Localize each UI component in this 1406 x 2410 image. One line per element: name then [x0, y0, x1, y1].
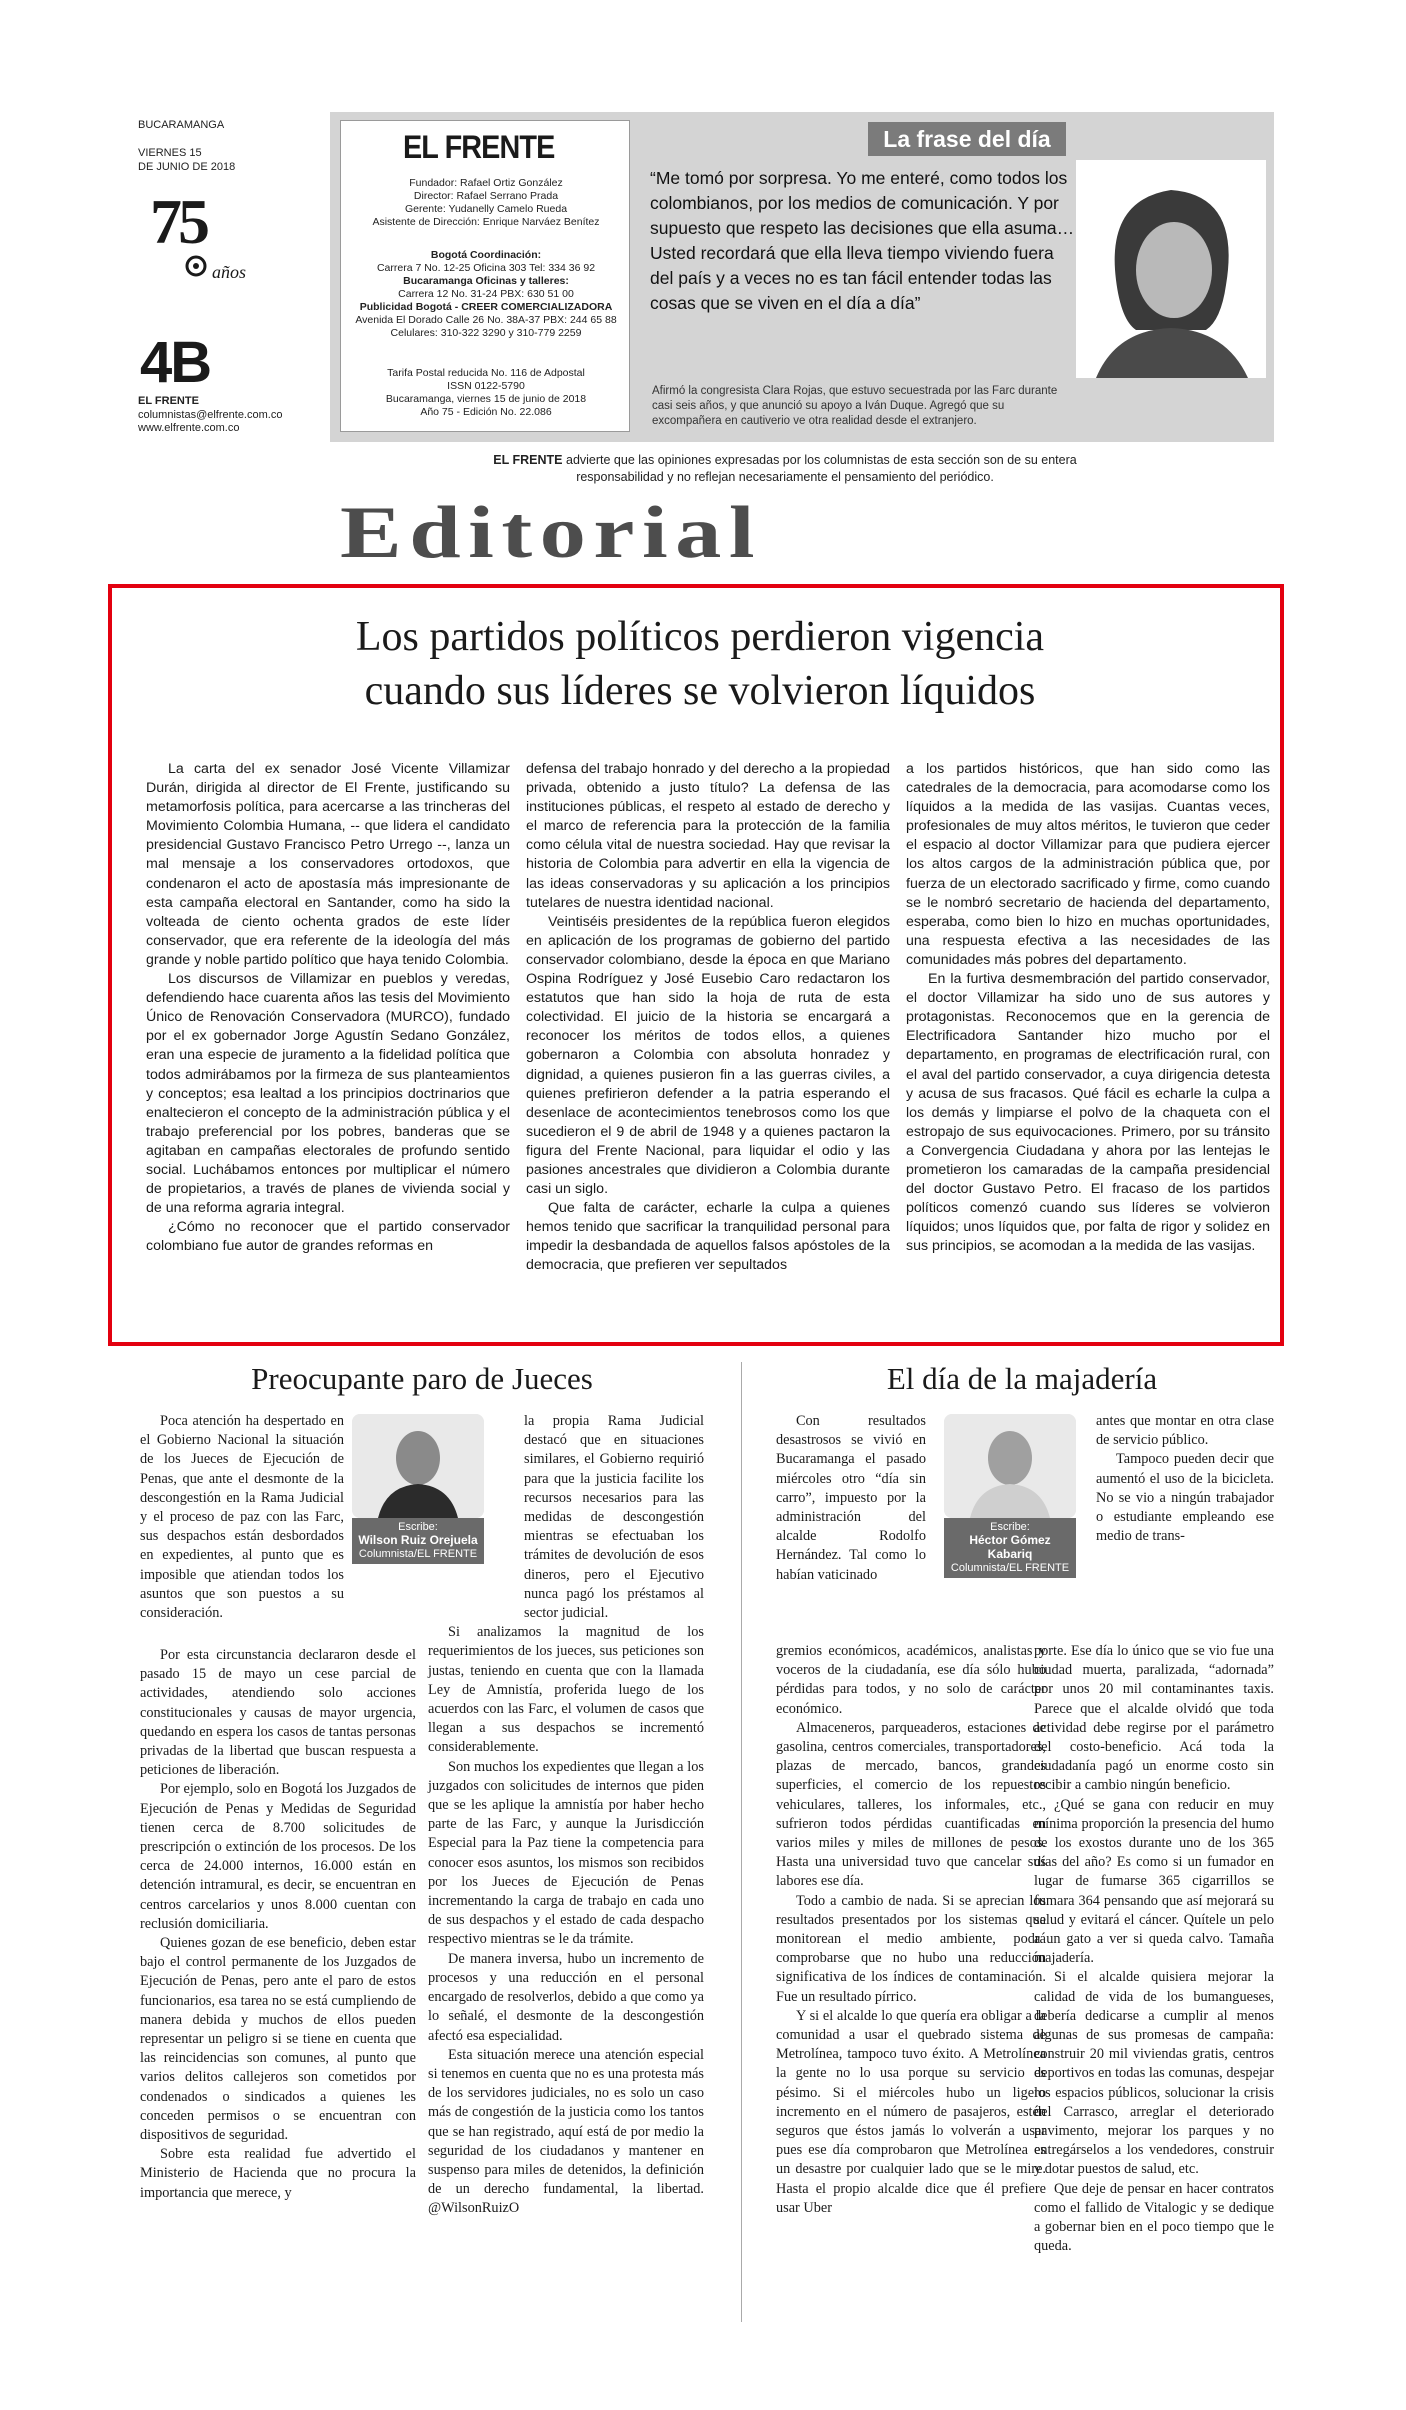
staff-founder: Fundador: Rafael Ortiz González [409, 177, 563, 189]
anniversary-logo [150, 186, 280, 300]
column-paragraph: la propia Rama Judicial destacó que en situaciones similares, el Gobierno requirió para que la justicia facilite los recursos necesarios para las medidas de descongestión mientras se efectuaban los trámites de devolución de esos dineros, pero el Ejecutivo nunca pagó los préstamos al sector judicial. [524, 1413, 704, 1622]
editorial-column-2 [526, 760, 890, 1276]
column-paragraph: Que deje de pensar en hacer contratos como el fallido de Vitalogic y se dedique a gobernar bien en el poco tiempo que le queda. [1034, 2180, 1274, 2255]
column-paragraph: Y si el alcalde lo que quería era obligar a la comunidad a usar el quebrado sistema de Metrolínea, tampoco tuvo éxito. A Metrolínea la gente no lo usa porque su servicio es pésimo. Si el miércoles hubo un ligero incremento en el número de pasajeros, estén seguros que éstos jamás lo volverán a usar pues ese día comprobaron que Metrolínea es un desastre por cualquier lado que se le mire. Hasta el propio alcalde dice que él prefiere usar Uber [776, 2007, 1046, 2216]
column-left-intro [140, 1412, 344, 1623]
author-label-left: Escribe: [398, 1521, 438, 1533]
publication-info [341, 367, 631, 419]
office-bucaramanga-heading: Bucaramanga Oficinas y talleres: [403, 275, 569, 287]
column-right-title: El día de la majadería [886, 1361, 1158, 1396]
editorial-paragraph: Que falta de carácter, echarle la culpa a quienes hemos tenido que sacrificar la tranquilidad personal para impedir la desbandada de aquellos falsos apóstoles de la democracia, que prefieren ver sepultados [526, 1200, 890, 1274]
portrait-image [1076, 160, 1266, 378]
author-name-left: Wilson Ruiz Orejuela [358, 1533, 478, 1547]
column-paragraph: ¿Qué se gana con reducir en muy mínima proporción la presencia del humo de los exostos durante uno de los 365 días del año? Es como si un fumador en lugar de fumarse 365 cigarrillos se fumara 364 pensando que así mejorará su salud y evitará el cáncer. Quítele un pelo a un gato a ver si queda calvo. Tamaña majadería. [1034, 1796, 1274, 1967]
editorial-column-1 [146, 760, 510, 1256]
column-divider [741, 1362, 742, 2322]
editorial-paragraph: La carta del ex senador José Vicente Villamizar Durán, dirigida al director de El Frente, justificando su metamorfosis política, para acercarse a las trincheras del Movimiento Colombia Humana, -- que lidera el candidato presidencial Gustavo Francisco Petro Urrego --, lanza un mal mensaje a los conservadores ortodoxos, que condenaron el acto de apostasía más impresionante de esta campaña electoral en Santander, como ha sido la volteada de ciento ochenta grados de este líder conservador, que era referente de la ideología del más grande y noble partido político que haya tenido Colombia. [146, 761, 510, 968]
staff-assistant: Asistente de Dirección: Enrique Narváez Benítez [372, 216, 600, 228]
office-bogota-address: Carrera 7 No. 12-25 Oficina 303 Tel: 334 36 92 [376, 262, 596, 274]
disclaimer-text: advierte que las opiniones expresadas por los columnistas de esta sección son de su entera responsabilidad y no reflejan necesariamente el pensamiento del periódico. [562, 453, 1077, 484]
column-right-col1 [776, 1642, 1046, 2218]
editorial-paragraph: Veintiséis presidentes de la república fueron elegidos en aplicación de los programas de gobierno del partido conservador colombiano, desde la época en que Mariano Ospina Rodríguez y José Eusebio Caro redactaron los estatutos que han sido la hoja de ruta de esta colectividad. El juicio de la historia se encargará a reconocer los méritos de todos ellos, a quienes gobernaron a Colombia con absoluta honradez y dignidad, a quienes pusieron fin a las guerras civiles, a quienes prefirieron defender a la patria esperando el desenlace de acontecimientos tenebrosos como los que sucedieron el 9 de abril de 1948 y a quienes pactaron la figura del Frente Nacional, para liquidar el odio y las pasiones ancestrales que dividieron a Colombia durante casi un siglo. [526, 913, 890, 1198]
column-paragraph: Esta situación merece una atención especial si tenemos en cuenta que no es una protesta más de los servidores judiciales, no es solo un caso más de congestión de la justicia como los tantos que se han registrado, aquí está de por medio la seguridad de los ciudadanos y mantener en suspenso para miles de detenidos, la definición de un derecho fundamental, la libertad. @WilsonRuizO [428, 2046, 704, 2217]
contact-email: columnistas@elfrente.com.co [138, 409, 283, 421]
author-label-right: Escribe: [990, 1521, 1030, 1533]
staff-list [341, 177, 631, 229]
issn: ISSN 0122-5790 [447, 380, 525, 392]
website-link: www.elfrente.com.co [138, 422, 240, 434]
author-portrait-right [944, 1414, 1076, 1518]
office-bogota-heading: Bogotá Coordinación: [430, 249, 542, 261]
anniversary-word: años [212, 262, 247, 282]
masthead-title: EL FRENTE [403, 129, 555, 165]
issue-date: DE JUNIO DE 2018 [138, 161, 236, 173]
column-left-col1 [140, 1646, 416, 2203]
author-bar-right [944, 1518, 1076, 1578]
column-paragraph: Por esta circunstancia declararon desde el pasado 15 de mayo un cese parcial de actividades, atendiendo solo acciones constitucionales y causas de mayor urgencia, quedando en espera los casos de tantas personas privadas de la libertad que buscan respuesta a peticiones de liberación. [140, 1647, 416, 1779]
staff-director: Director: Rafael Serrano Prada [413, 190, 559, 202]
column-paragraph: gremios económicos, académicos, analistas y voceros de la ciudadanía, ese día sólo hubo pérdidas para todos, y no solo de carácter económico. [776, 1643, 1046, 1717]
editorial-paragraph: ¿Cómo no reconocer que el partido conservador colombiano fue autor de grandes reformas en [146, 1219, 510, 1255]
anniversary-swirl-icon [184, 254, 208, 278]
advertising-heading: Publicidad Bogotá - CREER COMERCIALIZADORA [359, 301, 613, 313]
column-paragraph: Si el alcalde quisiera mejorar la calidad de vida de los bumangueses, debería dedicarse a cumplir al menos algunas de sus promesas de campaña: construir 20 mil viviendas gratis, centros deportivos en todas las comunas, despejar los espacios públicos, solucionar la crisis del Carrasco, arreglar el deteriorado pavimento, mejorar los parques y no entregárselos a los vendedores, construir y dotar puestos de salud, etc. [1034, 1969, 1274, 2178]
section-title: Editorial [340, 492, 763, 574]
column-paragraph: Quienes gozan de ese beneficio, deben estar bajo el control permanente de los Juzgados de Ejecución de Penas, pero ante el paro de estos funcionarios, esa tarea no se está cumpliendo de manera debida y muchos de ellos pueden representar un peligro si se tiene en cuenta que las reincidencias son comunes, al punto que varios delitos callejeros son cometidos por condenados o sindicados a quienes les conceden permisos o se encuentran con dispositivos de seguridad. [140, 1935, 416, 2144]
frase-tab: La frase del día [868, 122, 1066, 156]
column-paragraph: Poca atención ha despertado en el Gobierno Nacional la situación de los Jueces de Ejecución de Penas, que ante el desmonte de la descongestión en la Rama Judicial y el proceso de paz con las Farc, sus despachos están desbordados en expedientes, al punto que es imposible que atiendan todos los asuntos que son puestos a su consideración. [140, 1413, 344, 1622]
portrait-photo [1076, 160, 1266, 378]
edition-date: Bucaramanga, viernes 15 de junio de 2018 [385, 393, 587, 405]
office-bucaramanga-address: Carrera 12 No. 31-24 PBX: 630 51 00 [398, 288, 574, 300]
column-paragraph: De manera inversa, hubo un incremento de procesos y una reducción en el personal encargado de resolverlos, debido a que como ya lo señalé, el desmonte de la descongestión afectó esa especialidad. [428, 1950, 704, 2044]
column-paragraph: Si analizamos la magnitud de los requerimientos de los jueces, sus peticiones son justas, teniendo en cuenta que con la llamada Ley de Amnistía, proferida luego de los acuerdos con las Farc, el volumen de casos que llegan a sus despachos se incrementó considerablemente. [428, 1624, 704, 1756]
author-card-right [940, 1414, 1080, 1574]
frase-note: Afirmó la congresista Clara Rojas, que estuvo secuestrada por las Farc durante casi seis años, y que anunció su apoyo a Iván Duque. Agregó que su excompañera en cautiverio ve otra realidad desde el extranjero. [652, 385, 1058, 427]
frase-quote: “Me tomó por sorpresa. Yo me enteré, como todos los colombianos, por los medios de comunicación. Y por supuesto que respeto las decisiones que ella asuma… Usted recordará que ella lleva tiempo viviendo fuera del país y a veces no es tan fácil entender todas las cosas que se viven en el día a día” [650, 168, 1075, 313]
advertising-address: Avenida El Dorado Calle 26 No. 38A-37 PBX: 244 65 88 [355, 314, 617, 326]
column-left-col2 [428, 1412, 704, 2219]
editorial-title [160, 610, 1240, 718]
postal-rate: Tarifa Postal reducida No. 116 de Adpostal [387, 367, 585, 379]
column-paragraph: porte. Ese día lo único que se vio fue una ciudad muerta, paralizada, “adornada” por unos 20 mil contaminantes taxis. Parece que el alcalde olvidó que toda actividad debe regirse por el parámetro del costo-beneficio. Acá toda la ciudadanía pagó un enorme costo sin recibir a cambio ningún beneficio. [1034, 1643, 1274, 1794]
author-photo-right [944, 1414, 1076, 1518]
editorial-title-line2: cuando sus líderes se volvieron líquidos [364, 668, 1036, 714]
staff-manager: Gerente: Yudanelly Camelo Rueda [404, 203, 568, 215]
author-name-right: Héctor Gómez Kabariq [969, 1533, 1051, 1561]
column-paragraph: Por ejemplo, solo en Bogotá los Juzgados de Ejecución de Penas y Medidas de Seguridad tienen cerca de 8.700 solicitudes de prescripción o extinción de los procesos. De los cerca de 24.000 internos, 16.000 están en detención intramural, es decir, se encuentran en centros carcelarios y unos 8.000 cuentan con reclusión domiciliaria. [140, 1781, 416, 1932]
page-number: 4B [140, 330, 211, 395]
issue-day: VIERNES 15 [138, 147, 202, 159]
editorial-paragraph: Los discursos de Villamizar en pueblos y veredas, defendiendo hace cuarenta años las tesis del Movimiento Único de Renovación Conservadora (MURCO), fundado por el ex gobernador Jorge Agustín Sedano González, eran una especie de juramento a la fidelidad política que todos admirábamos por la firmeza de sus planteamientos y conceptos; esa lealtad a los principios doctrinarios que enaltecieron el concepto de la administración pública y el trabajo preferencial por los pobres, banderas que se agitaban en campañas electorales de profundo sentido social. Luchábamos entonces por multiplicar el número de propietarios, a través de planes de vivienda social y de una reforma agraria integral. [146, 971, 510, 1217]
edition-number: Año 75 - Edición No. 22.086 [420, 406, 552, 418]
anniversary-number: 75 [150, 186, 206, 257]
column-paragraph: Sobre esta realidad fue advertido el Ministerio de Hacienda que no procura la importancia que merece, y [140, 2146, 416, 2201]
column-paragraph: Con resultados desastrosos se vivió en Bucaramanga el pasado miércoles otro “día sin carro”, impuesto por la administración del alcalde Rodolfo Hernández. Tal como lo habían vaticinado [776, 1413, 926, 1583]
offices-list [341, 249, 631, 340]
column-right-col2 [1034, 1642, 1274, 2257]
author-role-left: Columnista/EL FRENTE [358, 1548, 478, 1560]
disclaimer [480, 452, 1090, 486]
editorial-column-3 [906, 760, 1270, 1256]
column-left-title: Preocupante paro de Jueces [251, 1361, 593, 1396]
paper-name-small: EL FRENTE [138, 395, 199, 407]
column-paragraph: Tampoco pueden decir que aumentó el uso de la bicicleta. No se vio a ningún trabajador o estudiante empleando ese medio de trans- [1096, 1451, 1274, 1545]
editorial-paragraph: En la furtiva desmembración del partido conservador, el doctor Villamizar ha sido uno de sus autores y protagonistas. Reconocemos que en la gerencia de Electrificadora Santander hizo mucho por el departamento, en programas de electrificación rural, con el aval del partido conservador, a cuya dirigencia detesta y acusa de sus fracasos. Qué fácil es echarle la culpa a los demás y limpiarse el polvo de la chaqueta con el estropajo de sus equivocaciones. Primero, por su tránsito a Convergencia Ciudadana y ahora por las lentejas le prometieron los camaradas de la campaña presidencial del doctor Gustavo Petro. El fracaso de los partidos políticos comenzó cuando sus líderes se volvieron líquidos; unos líquidos que, por falta de rigor y solidez en sus principios, se acomodan a la medida de las vasijas. [906, 971, 1270, 1255]
column-right-intro [776, 1412, 926, 1585]
column-paragraph: Todo a cambio de nada. Si se aprecian los resultados presentados por los sistemas que monitorean el medio ambiente, podrá comprobarse que no hubo una reducción significativa de los índices de contaminación. Fue un resultado pírrico. [776, 1892, 1046, 2005]
column-paragraph: antes que montar en otra clase de servicio público. [1096, 1413, 1274, 1449]
editorial-paragraph: a los partidos históricos, que han sido como las catedrales de la democracia, para acomodarse como los líquidos a la medida de las vasijas. Cuantas veces, profesionales de muy altos méritos, le tuvieron que ceder el espacio al doctor Villamizar para que pudiera ejercer los altos cargos de la administración pública que, por fuerza de un electorado sacrificado y firme, como cuando se le nombró secretario de hacienda del departamento, esperaba, como bien lo hizo en muchas oportunidades, una respuesta efectiva a las necesidades de las comunidades más pobres del departamento. [906, 761, 1270, 968]
editorial-paragraph: defensa del trabajo honrado y del derecho a la propiedad privada, obtenido a justo título? La defensa de las instituciones públicas, el respeto al estado de derecho y el marco de referencia para la protección de la familia como célula vital de nuestra sociedad. Hay que revisar la historia de Colombia para advertir en ella la vigencia de las ideas conservadoras y su aplicación a los principios tutelares de nuestra identidad nacional. [526, 761, 890, 911]
column-paragraph: Almaceneros, parqueaderos, estaciones de gasolina, centros comerciales, transportadores, plazas de mercado, bancos, grandes superficies, el comercio de los repuestos vehiculares, talleres, los informales, etc., sufrieron todos pérdidas cuantificadas en varios miles y miles de millones de pesos. Hasta una universidad tuvo que cancelar sus labores ese día. [776, 1719, 1046, 1890]
column-right-col2-top [1096, 1412, 1274, 1546]
author-role-right: Columnista/EL FRENTE [950, 1562, 1070, 1574]
city-label: BUCARAMANGA [138, 119, 225, 131]
mobile-phones: Celulares: 310-322 3290 y 310-779 2259 [390, 327, 582, 339]
column-left-col2-top [524, 1412, 704, 1623]
disclaimer-brand: EL FRENTE [493, 453, 563, 467]
editorial-title-line1: Los partidos políticos perdieron vigencia [355, 614, 1045, 660]
masthead-box [340, 120, 630, 432]
column-paragraph: Son muchos los expedientes que llegan a los juzgados con solicitudes de internos que piden que se les aplique la amnistía por haber hecho parte de las Farc, y aunque la Jurisdicción Especial para la Paz tiene la competencia para conocer esos asuntos, los mismos son recibidos por los Jueces de Ejecución de Penas incrementando la carga de trabajo en cada uno de sus despachos y el estado de cada despacho respectivo mientras se le da trámite. [428, 1758, 704, 1948]
